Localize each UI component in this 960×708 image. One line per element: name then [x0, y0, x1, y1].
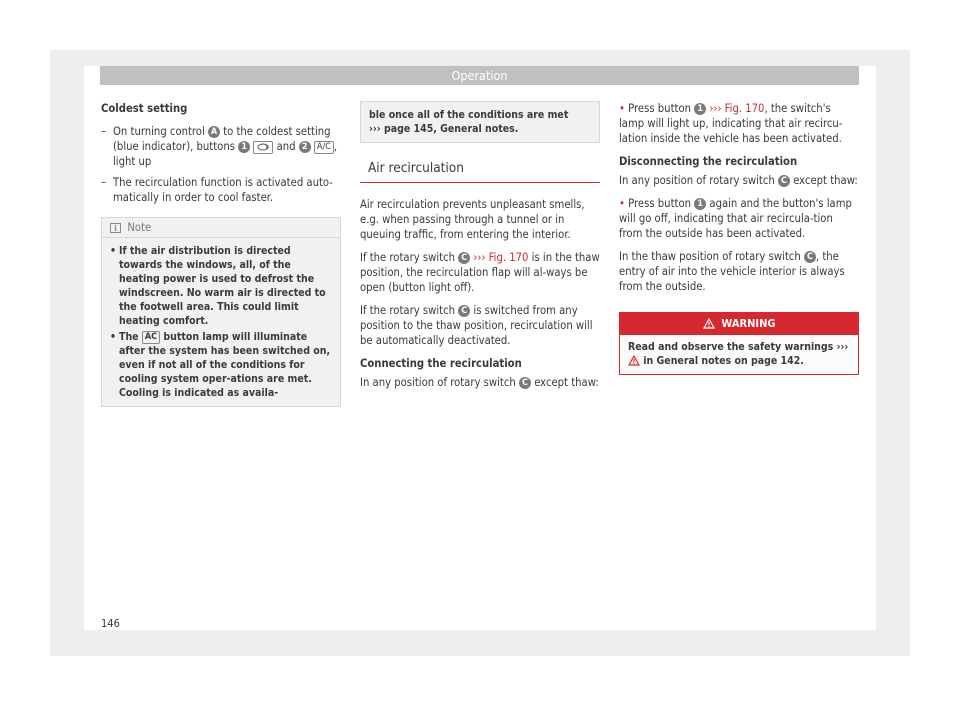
dash-item: – The recirculation function is activated auto-matically in order to cool faster. [101, 176, 333, 204]
warning-triangle-icon [628, 355, 640, 367]
section-title: Air recirculation [360, 161, 600, 183]
paragraph: In any position of rotary switch C except thaw: [619, 174, 858, 187]
column-left [101, 101, 341, 407]
switch-marker: C [804, 251, 816, 263]
switch-marker: C [778, 175, 790, 187]
general-notes-link[interactable]: in General notes on page 142. [643, 355, 804, 367]
figure-link[interactable]: ››› Fig. 170 [709, 102, 765, 115]
paragraph: • Press button 1 ››› Fig. 170, the switch's lamp will light up, indicating that air recircu-lation inside the vehicle has been activated. [619, 102, 843, 145]
switch-marker: C [519, 377, 531, 389]
paragraph: Air recirculation prevents unpleasant smells, e.g. when passing through a tunnel or in queuing traffic, from entering the interior. [360, 198, 585, 241]
note-box [101, 217, 341, 407]
dash-item: – On turning control A to the coldest setting (blue indicator), buttons 1 and 2 A/C , light up [101, 125, 338, 168]
button-marker: 2 [299, 141, 311, 153]
paragraph: If the rotary switch C ››› Fig. 170 is in the thaw position, the recirculation flap will al-ways be open (button light off). [360, 251, 600, 294]
general-notes-link[interactable]: ››› page 145, General notes. [369, 123, 519, 135]
ac-key: A/C [314, 141, 334, 154]
column-right [619, 101, 859, 375]
note-header: Note [102, 218, 340, 238]
note-body [102, 238, 340, 406]
switch-marker: C [458, 305, 470, 317]
warning-box [619, 312, 859, 375]
warning-body: Read and observe the safety warnings ››› in General notes on page 142. [620, 335, 858, 374]
warning-header: WARNING [620, 313, 858, 335]
paragraph: If the rotary switch C is switched from any position to the thaw position, recirculation will be automatically deactivated. [360, 304, 593, 347]
subheading: Connecting the recirculation [360, 357, 522, 370]
subheading: Disconnecting the recirculation [619, 155, 798, 168]
note-continuation: ble once all of the conditions are met ››› page 145, General notes. [360, 101, 600, 143]
note-bullet: • If the air distribution is directed towards the windows, all, of the heating power is used to defrost the windscreen. No warm air is directed to the footwell area. This could limit heating comfort. [110, 245, 326, 327]
note-bullet: • The AC button lamp will illuminate after the system has been switched on, even if not all of the conditions for cooling system oper-ations are met. Cooling is indicated as availa- [110, 331, 331, 399]
section-header: Operation [100, 66, 859, 85]
recirculation-icon [253, 141, 273, 154]
paragraph: In any position of rotary switch C except thaw: [360, 376, 599, 389]
paragraph: In the thaw position of rotary switch C , the entry of air into the vehicle interior is always from the outside. [619, 250, 845, 293]
button-marker: 1 [694, 103, 706, 115]
page-number: 146 [101, 617, 120, 630]
button-marker: 1 [694, 198, 706, 210]
warning-triangle-icon [703, 317, 715, 330]
control-marker: A [208, 126, 220, 138]
ac-key: AC [142, 331, 160, 344]
coldest-setting-heading: Coldest setting [101, 102, 188, 115]
paragraph: • Press button 1 again and the button's lamp will go off, indicating that air recircula-tion from the outside has been activated. [619, 197, 852, 240]
info-icon [110, 221, 121, 234]
switch-marker: C [458, 252, 470, 264]
column-middle [360, 101, 600, 398]
button-marker: 1 [238, 141, 250, 153]
figure-link[interactable]: ››› Fig. 170 [473, 251, 529, 264]
